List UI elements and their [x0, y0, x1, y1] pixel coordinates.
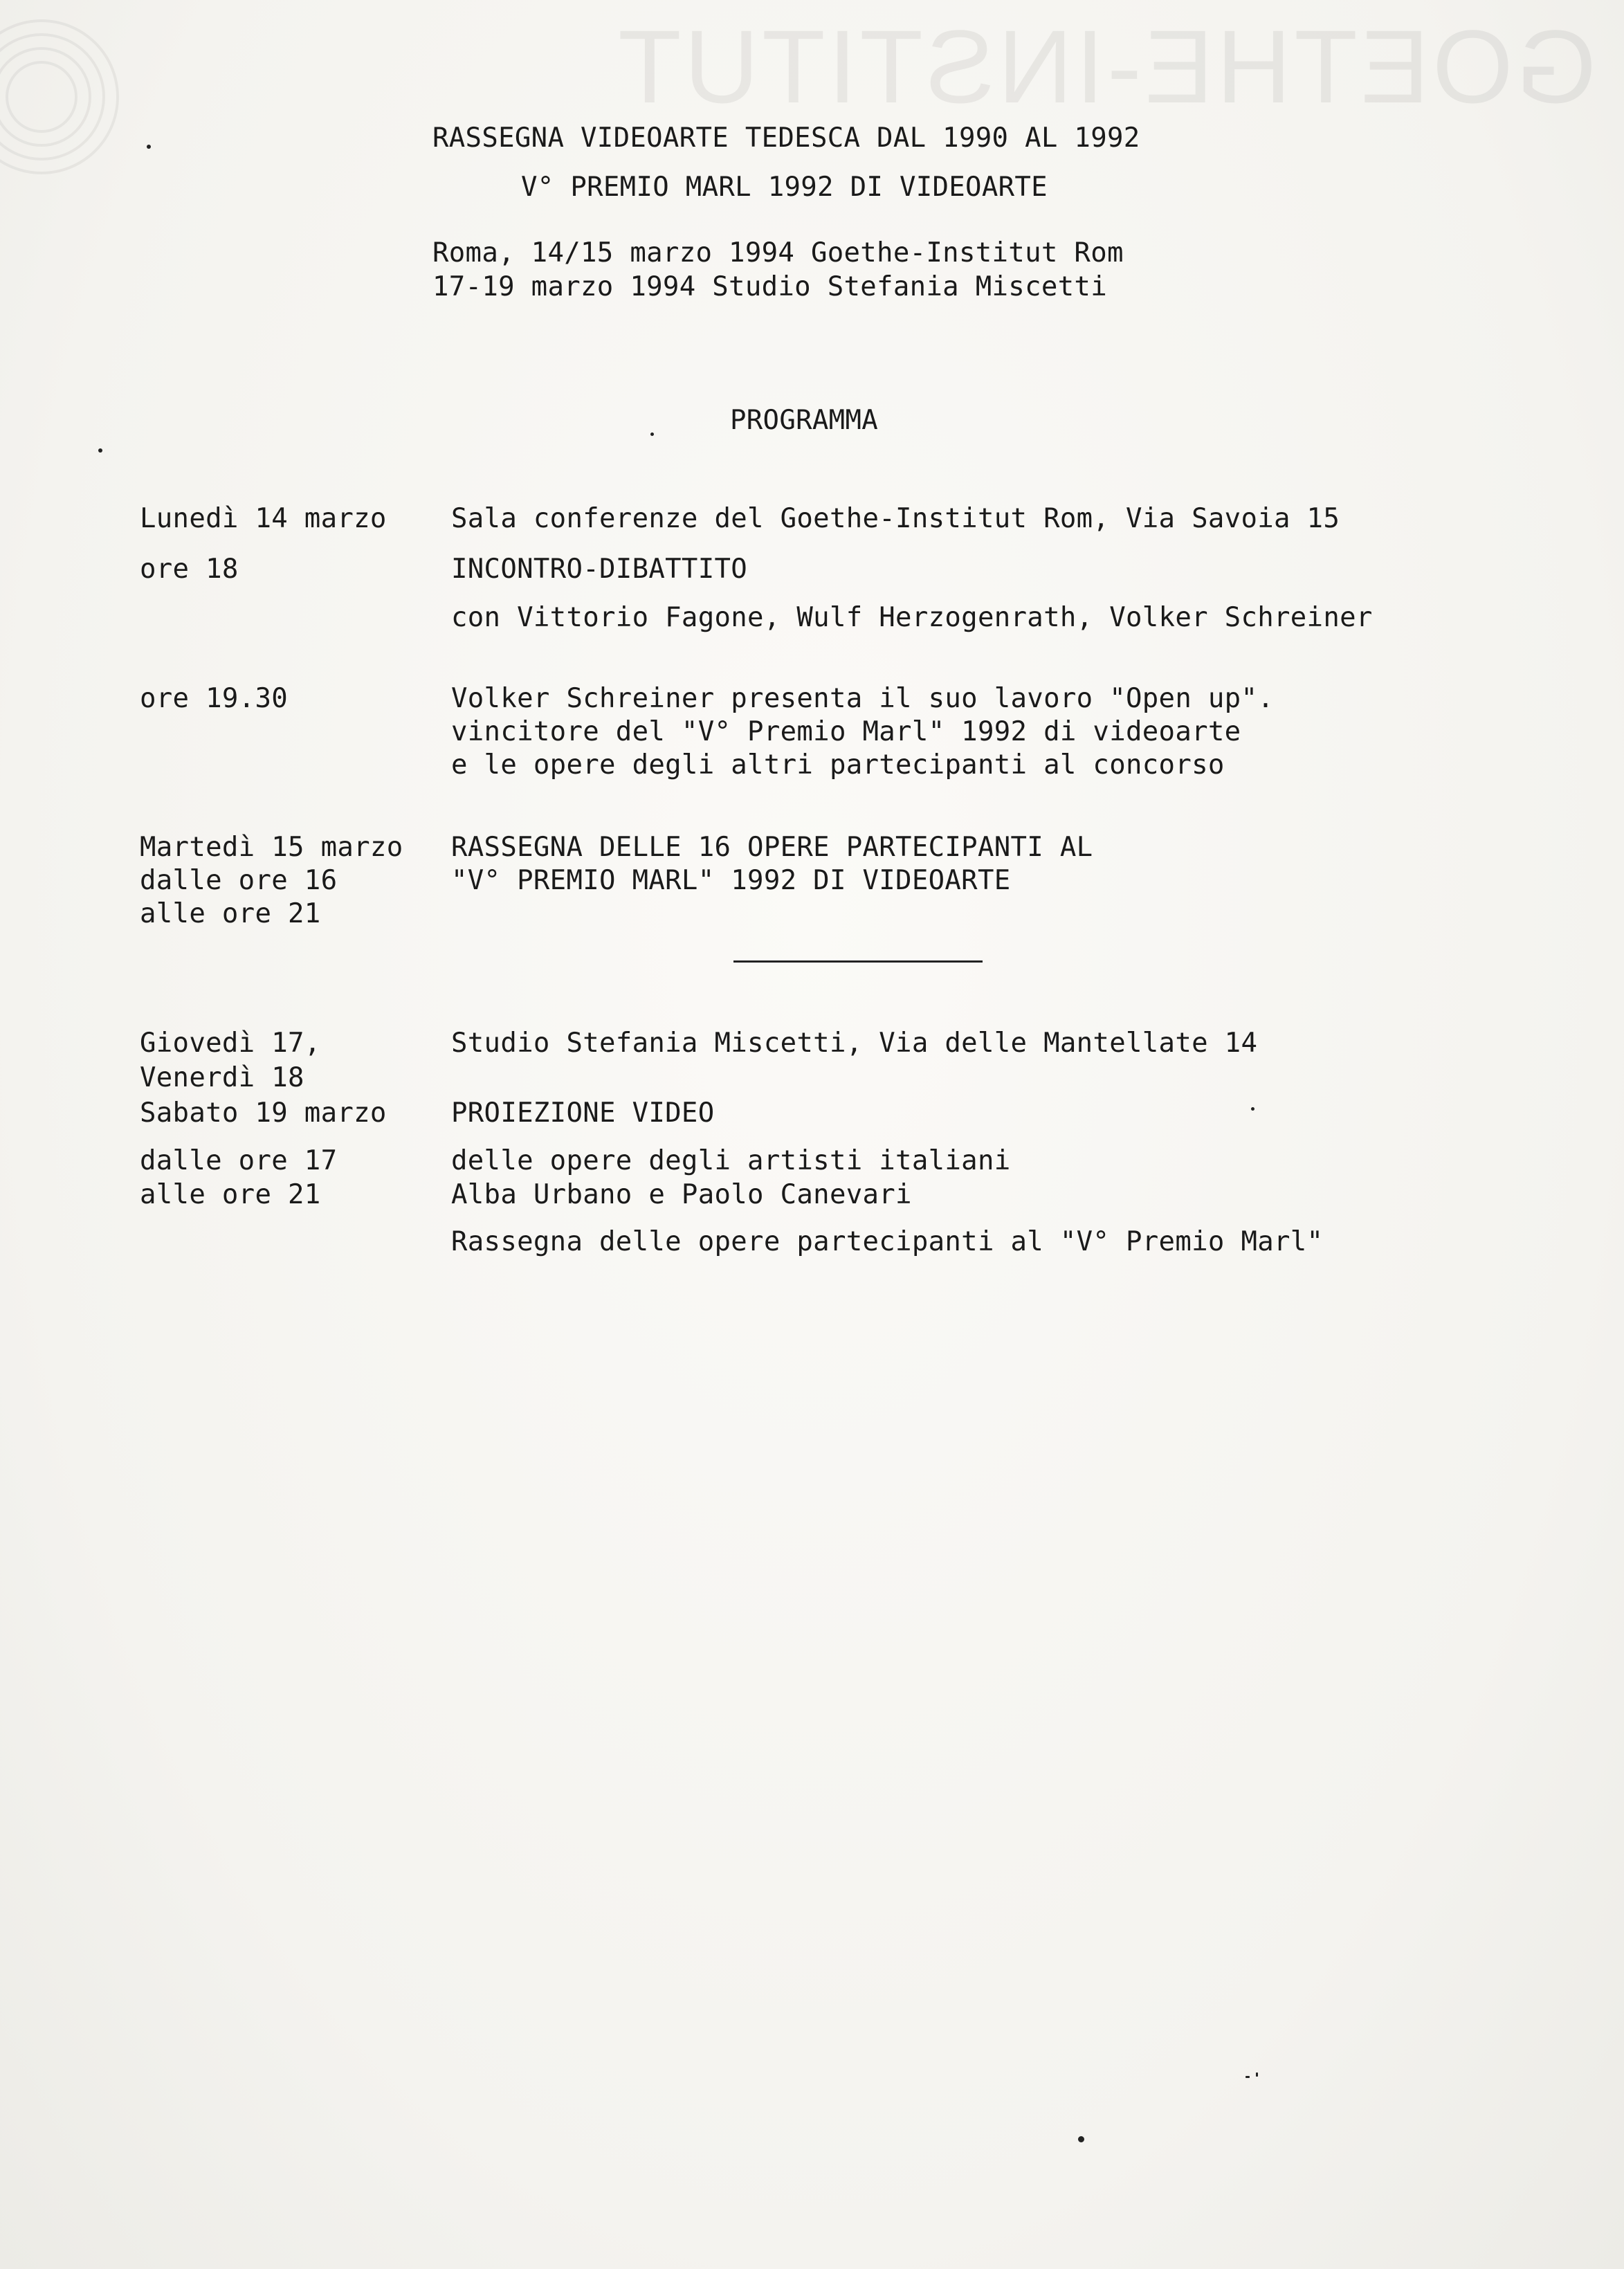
day2-time1: dalle ore 16: [140, 865, 338, 896]
slot2-line2: vincitore del "V° Premio Marl" 1992 di videoarte: [451, 716, 1241, 747]
paper-speck: [1256, 2072, 1258, 2077]
venue-line-2: 17-19 marzo 1994 Studio Stefania Miscetti: [432, 271, 1107, 302]
slot1-detail: con Vittorio Fagone, Wulf Herzogenrath, Volker Schreiner: [451, 602, 1373, 633]
day3-line2: delle opere degli artisti italiani: [451, 1145, 1011, 1176]
paper-speck: [1246, 2076, 1250, 2078]
day1-place: Sala conferenze del Goethe-Institut Rom, Via Savoia 15: [451, 503, 1340, 534]
day3-date1: Giovedì 17,: [140, 1028, 321, 1059]
day3-time1: dalle ore 17: [140, 1145, 338, 1176]
paper-speck: [98, 448, 102, 453]
separator-rule: [733, 960, 983, 963]
day3-line4: Rassegna delle opere partecipanti al "V° Premio Marl": [451, 1226, 1324, 1257]
document-title: RASSEGNA VIDEOARTE TEDESCA DAL 1990 AL 1992: [432, 122, 1140, 154]
day3-date2: Venerdì 18: [140, 1062, 304, 1093]
section-heading: PROGRAMMA: [730, 405, 879, 436]
slot2-line3: e le opere degli altri partecipanti al concorso: [451, 749, 1225, 781]
day3-event: PROIEZIONE VIDEO: [451, 1097, 715, 1129]
day2-time2: alle ore 21: [140, 898, 321, 929]
day2-line1: RASSEGNA DELLE 16 OPERE PARTECIPANTI AL: [451, 832, 1093, 863]
slot2-time: ore 19.30: [140, 683, 289, 714]
paper-speck: [1078, 2136, 1084, 2142]
day1-date: Lunedì 14 marzo: [140, 503, 387, 534]
paper-speck: [650, 432, 654, 436]
slot2-line1: Volker Schreiner presenta il suo lavoro "Open up".: [451, 683, 1274, 714]
day2-date: Martedì 15 marzo: [140, 832, 403, 863]
letterhead-logo-icon: [0, 14, 125, 180]
slot1-event: INCONTRO-DIBATTITO: [451, 554, 748, 585]
day2-line2: "V° PREMIO MARL" 1992 DI VIDEOARTE: [451, 865, 1011, 896]
day3-time2: alle ore 21: [140, 1179, 321, 1210]
day3-line3: Alba Urbano e Paolo Canevari: [451, 1179, 912, 1210]
day3-date3: Sabato 19 marzo: [140, 1097, 387, 1129]
letterhead-showthrough: GOETHE-INSTITUT: [614, 8, 1596, 125]
paper-speck: [147, 145, 151, 149]
paper-speck: [1251, 1107, 1255, 1111]
venue-line-1: Roma, 14/15 marzo 1994 Goethe-Institut Rom: [432, 237, 1124, 268]
day3-place: Studio Stefania Miscetti, Via delle Mantellate 14: [451, 1028, 1258, 1059]
slot1-time: ore 18: [140, 554, 239, 585]
document-subtitle: V° PREMIO MARL 1992 DI VIDEOARTE: [521, 172, 1048, 203]
